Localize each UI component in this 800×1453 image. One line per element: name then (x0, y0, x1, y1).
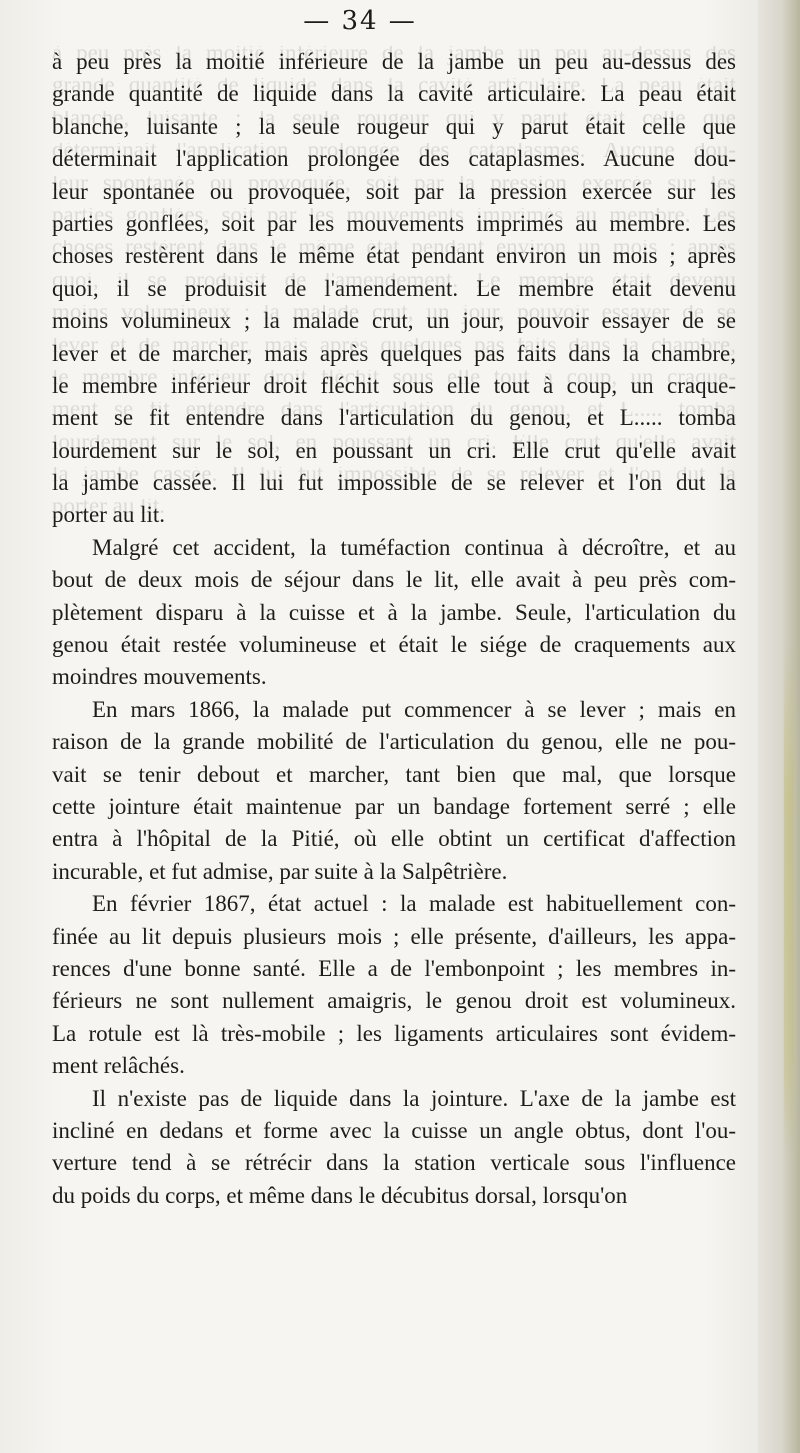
text-line: porter au lit. (52, 502, 166, 528)
text-line: verture tend à se rétrécir dans la station verticale sous l'influence (52, 1150, 736, 1176)
text-line: bout de deux mois de séjour dans le lit, elle avait à peu près com- (52, 567, 736, 593)
text-line: vait se tenir debout et marcher, tant bien que mal, que lorsque (52, 761, 736, 787)
text-line: plètement disparu à la cuisse et à la jambe. Seule, l'articulation du (52, 599, 736, 625)
text-line: du poids du corps, et même dans le décubitus dorsal, lorsqu'on (52, 1182, 628, 1208)
text-line: déterminait l'application prolongée des cataplasmes. Aucune dou- (52, 146, 736, 172)
page-number: — 34 — (303, 6, 417, 36)
text-line: incliné en dedans et forme avec la cuisse un angle obtus, dont l'ou- (52, 1117, 736, 1143)
text-line: ment se fit entendre dans l'articulation du genou, et L..... tomba (52, 405, 736, 431)
text-line: quoi, il se produisit de l'amendement. Le membre était devenu (52, 275, 736, 301)
text-line: finée au lit depuis plusieurs mois ; elle présente, d'ailleurs, les appa- (52, 923, 736, 949)
text-line: lever et de marcher, mais après quelques pas faits dans la chambre, (52, 340, 736, 366)
text-line: En février 1867, état actuel : la malade est habituellement con- (92, 891, 736, 917)
text-line: à peu près la moitié inférieure de la jambe un peu au-dessus des (52, 49, 736, 74)
text-line: cette jointure était maintenue par un bandage fortement serré ; elle (52, 793, 736, 819)
text-line: La rotule est là très-mobile ; les ligaments articulaires sont évidem- (52, 1020, 736, 1046)
text-line: lourdement sur le sol, en poussant un cri. Elle crut qu'elle avait (52, 437, 736, 463)
text-line: leur spontanée ou provoquée, soit par la pression exercée sur les (52, 178, 736, 204)
page-gutter-edge (758, 0, 800, 1453)
text-line: genou était restée volumineuse et était le siége de craquements aux (52, 632, 736, 658)
text-line: Malgré cet accident, la tuméfaction continua à décroître, et au (92, 534, 736, 560)
text-line: rences d'une bonne santé. Elle a de l'embonpoint ; les membres in- (52, 955, 736, 981)
text-line: blanche, luisante ; la seule rougeur qui y parut était celle que (52, 113, 736, 139)
text-line: la jambe cassée. Il lui fut impossible de se relever et l'on dut la (52, 470, 736, 496)
text-line: ment relâchés. (52, 1053, 185, 1079)
text-line: grande quantité de liquide dans la cavité articulaire. La peau était (52, 81, 736, 107)
text-line: Il n'existe pas de liquide dans la jointure. L'axe de la jambe est (92, 1085, 736, 1111)
body-text (52, 46, 736, 1212)
text-line: incurable, et fut admise, par suite à la Salpêtrière. (52, 858, 508, 884)
text-line: choses restèrent dans le même état pendant environ un mois ; après (52, 243, 736, 269)
text-line: moins volumineux ; la malade crut, un jour, pouvoir essayer de se (52, 308, 736, 334)
text-line: férieurs ne sont nullement amaigris, le genou droit est volumineux. (52, 988, 736, 1014)
text-line: parties gonflées, soit par les mouvements imprimés au membre. Les (52, 210, 736, 236)
text-line: raison de la grande mobilité de l'articulation du genou, elle ne pou- (52, 729, 736, 755)
text-line: moindres mouvements. (52, 664, 267, 690)
text-line: entra à l'hôpital de la Pitié, où elle obtint un certificat d'affection (52, 826, 736, 852)
text-line: le membre inférieur droit fléchit sous elle tout à coup, un craque- (52, 372, 736, 398)
text-line: En mars 1866, la malade put commencer à se lever ; mais en (92, 696, 736, 722)
paper-stain (784, 640, 794, 1160)
